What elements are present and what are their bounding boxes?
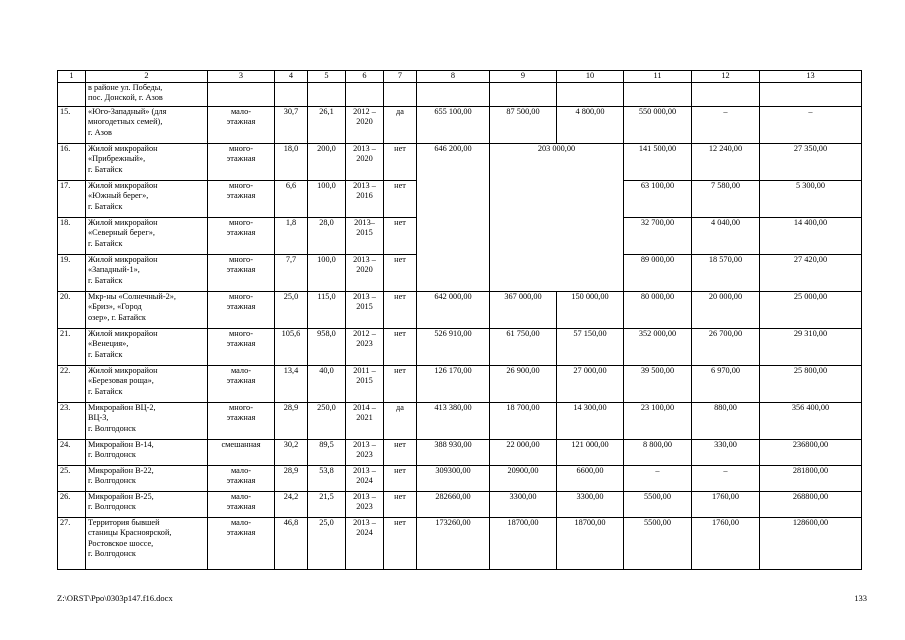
cost-col-13: 5 300,00 [760, 181, 862, 218]
header-cell: 5 [308, 71, 346, 83]
housing-value: 89,5 [308, 440, 346, 466]
row-number: 21. [58, 329, 86, 366]
housing-value: 21,5 [308, 492, 346, 518]
cost-col-8: 388 930,00 [417, 440, 490, 466]
building-type: смешанная [208, 440, 275, 466]
header-cell: 8 [417, 71, 490, 83]
area-value: 46,8 [275, 518, 308, 570]
area-value: 105,6 [275, 329, 308, 366]
area-value: 13,4 [275, 366, 308, 403]
cost-col-11: 23 100,00 [624, 403, 692, 440]
row-number: 17. [58, 181, 86, 218]
cost-col-11: 89 000,00 [624, 255, 692, 292]
flag: нет [384, 144, 417, 181]
cost-col-10: 57 150,00 [557, 329, 624, 366]
area-value: 24,2 [275, 492, 308, 518]
flag: нет [384, 329, 417, 366]
flag: нет [384, 218, 417, 255]
housing-value: 115,0 [308, 292, 346, 329]
period: 2013 – 2024 [346, 466, 384, 492]
cost-col-9: 26 900,00 [490, 366, 557, 403]
period: 2012 – 2020 [346, 107, 384, 144]
cost-col-9: 18 700,00 [490, 403, 557, 440]
cost-col-9: 3300,00 [490, 492, 557, 518]
object-name: Жилой микрорайон «Южный берег», г. Батайск [86, 181, 208, 218]
flag: нет [384, 292, 417, 329]
area-value: 30,7 [275, 107, 308, 144]
building-type: много- этажная [208, 329, 275, 366]
area-value: 28,9 [275, 403, 308, 440]
period: 2013 – 2016 [346, 181, 384, 218]
period: 2013 – 2023 [346, 492, 384, 518]
cost-col-8: 526 910,00 [417, 329, 490, 366]
cost-col-9: 20900,00 [490, 466, 557, 492]
cost-col-12: 1760,00 [692, 518, 760, 570]
cost-col-8: 309300,00 [417, 466, 490, 492]
cost-col-10: 27 000,00 [557, 366, 624, 403]
area-value: 25,0 [275, 292, 308, 329]
header-cell: 12 [692, 71, 760, 83]
row-number: 19. [58, 255, 86, 292]
cost-col-12: 18 570,00 [692, 255, 760, 292]
object-name: «Юго-Западный» (для многодетных семей), г. Азов [86, 107, 208, 144]
cost-col-11: 63 100,00 [624, 181, 692, 218]
object-name: Жилой микрорайон «Прибрежный», г. Батайск [86, 144, 208, 181]
housing-value: 28,0 [308, 218, 346, 255]
continuation-cell: в районе ул. Победы, пос. Донской, г. Азов [86, 83, 208, 107]
cost-col-9: 61 750,00 [490, 329, 557, 366]
merged-cost: 203 000,00 [490, 144, 624, 292]
table-row [58, 518, 862, 570]
table-row [58, 144, 862, 181]
cost-col-12: – [692, 466, 760, 492]
period: 2014 – 2021 [346, 403, 384, 440]
cost-col-10: 3300,00 [557, 492, 624, 518]
flag: нет [384, 440, 417, 466]
housing-value: 40,0 [308, 366, 346, 403]
flag: нет [384, 366, 417, 403]
row-number: 18. [58, 218, 86, 255]
object-name: Жилой микрорайон «Венеция», г. Батайск [86, 329, 208, 366]
object-name: Микрорайон В-14, г. Волгодонск [86, 440, 208, 466]
building-type: много- этажная [208, 218, 275, 255]
cost-col-13: 29 310,00 [760, 329, 862, 366]
header-cell: 10 [557, 71, 624, 83]
cost-col-9: 18700,00 [490, 518, 557, 570]
row-number: 27. [58, 518, 86, 570]
period: 2013 – 2020 [346, 255, 384, 292]
header-cell: 2 [86, 71, 208, 83]
data-table [57, 70, 862, 570]
housing-value: 958,0 [308, 329, 346, 366]
building-type: мало- этажная [208, 366, 275, 403]
cost-col-12: 880,00 [692, 403, 760, 440]
building-type: много- этажная [208, 255, 275, 292]
area-value: 6,6 [275, 181, 308, 218]
header-cell: 3 [208, 71, 275, 83]
row-number: 15. [58, 107, 86, 144]
cost-col-8: 282660,00 [417, 492, 490, 518]
cost-col-11: 32 700,00 [624, 218, 692, 255]
building-type: мало- этажная [208, 107, 275, 144]
cost-col-12: 330,00 [692, 440, 760, 466]
cost-col-11: – [624, 466, 692, 492]
cost-col-11: 550 000,00 [624, 107, 692, 144]
building-type: много- этажная [208, 144, 275, 181]
housing-value: 200,0 [308, 144, 346, 181]
cost-col-12: 6 970,00 [692, 366, 760, 403]
header-row [58, 71, 862, 83]
building-type: много- этажная [208, 292, 275, 329]
cost-col-10: 6600,00 [557, 466, 624, 492]
cost-col-8: 655 100,00 [417, 107, 490, 144]
table-row [58, 292, 862, 329]
cost-col-13: 25 000,00 [760, 292, 862, 329]
cost-col-8: 126 170,00 [417, 366, 490, 403]
cost-col-10: 4 800,00 [557, 107, 624, 144]
period: 2013 – 2020 [346, 144, 384, 181]
housing-value: 26,1 [308, 107, 346, 144]
object-name: Территория бывшей станицы Красноярской, Ростовское шоссе, г. Волгодонск [86, 518, 208, 570]
cost-col-11: 352 000,00 [624, 329, 692, 366]
row-number: 16. [58, 144, 86, 181]
flag: да [384, 403, 417, 440]
building-type: мало- этажная [208, 518, 275, 570]
cost-col-13: 25 800,00 [760, 366, 862, 403]
cost-col-13: 268800,00 [760, 492, 862, 518]
cost-col-13: 356 400,00 [760, 403, 862, 440]
building-type: много- этажная [208, 403, 275, 440]
header-cell: 6 [346, 71, 384, 83]
table-row [58, 440, 862, 466]
housing-value: 100,0 [308, 181, 346, 218]
cost-col-13: 281800,00 [760, 466, 862, 492]
cost-col-11: 39 500,00 [624, 366, 692, 403]
cost-col-9: 87 500,00 [490, 107, 557, 144]
period: 2013 – 2023 [346, 440, 384, 466]
header-cell: 1 [58, 71, 86, 83]
cost-col-10: 14 300,00 [557, 403, 624, 440]
cost-col-9: 367 000,00 [490, 292, 557, 329]
period: 2013 – 2024 [346, 518, 384, 570]
housing-value: 25,0 [308, 518, 346, 570]
cost-col-11: 5500,00 [624, 518, 692, 570]
cost-col-13: – [760, 107, 862, 144]
period: 2011 – 2015 [346, 366, 384, 403]
area-value: 28,9 [275, 466, 308, 492]
flag: нет [384, 181, 417, 218]
period: 2013 – 2015 [346, 292, 384, 329]
housing-value: 250,0 [308, 403, 346, 440]
object-name: Жилой микрорайон «Березовая роща», г. Батайск [86, 366, 208, 403]
table-row [58, 466, 862, 492]
header-cell: 11 [624, 71, 692, 83]
period: 2013– 2015 [346, 218, 384, 255]
object-name: Жилой микрорайон «Западный-1», г. Батайск [86, 255, 208, 292]
building-type: много- этажная [208, 181, 275, 218]
cost-col-10: 150 000,00 [557, 292, 624, 329]
cost-col-10: 121 000,00 [557, 440, 624, 466]
object-name: Мкр-ны «Солнечный-2», «Бриз», «Город озер», г. Батайск [86, 292, 208, 329]
row-number: 24. [58, 440, 86, 466]
cost-col-13: 128600,00 [760, 518, 862, 570]
table-row [58, 366, 862, 403]
cost-col-13: 27 420,00 [760, 255, 862, 292]
table-row [58, 492, 862, 518]
cost-col-12: – [692, 107, 760, 144]
object-name: Микрорайон В-25, г. Волгодонск [86, 492, 208, 518]
table-row [58, 107, 862, 144]
flag: да [384, 107, 417, 144]
cost-col-11: 8 800,00 [624, 440, 692, 466]
total-cost: 646 200,00 [417, 144, 490, 292]
cost-col-13: 14 400,00 [760, 218, 862, 255]
area-value: 1,8 [275, 218, 308, 255]
flag: нет [384, 255, 417, 292]
period: 2012 – 2023 [346, 329, 384, 366]
cost-col-10: 18700,00 [557, 518, 624, 570]
building-type: мало- этажная [208, 466, 275, 492]
header-cell: 7 [384, 71, 417, 83]
cost-col-13: 27 350,00 [760, 144, 862, 181]
page-number: 133 [854, 593, 867, 603]
continuation-row [58, 83, 862, 107]
object-name: Микрорайон ВЦ-2, ВЦ-3, г. Волгодонск [86, 403, 208, 440]
header-cell: 13 [760, 71, 862, 83]
cost-col-11: 80 000,00 [624, 292, 692, 329]
area-value: 30,2 [275, 440, 308, 466]
flag: нет [384, 466, 417, 492]
cost-col-8: 413 380,00 [417, 403, 490, 440]
cost-col-11: 141 500,00 [624, 144, 692, 181]
cost-col-9: 22 000,00 [490, 440, 557, 466]
housing-value: 53,8 [308, 466, 346, 492]
cost-col-11: 5500,00 [624, 492, 692, 518]
row-number: 26. [58, 492, 86, 518]
row-number: 20. [58, 292, 86, 329]
cost-col-12: 26 700,00 [692, 329, 760, 366]
table-row [58, 403, 862, 440]
table-row [58, 329, 862, 366]
file-path: Z:\ORST\Ppo\0303p147.f16.docx [57, 593, 173, 603]
cost-col-12: 7 580,00 [692, 181, 760, 218]
row-number: 25. [58, 466, 86, 492]
object-name: Жилой микрорайон «Северный берег», г. Батайск [86, 218, 208, 255]
flag: нет [384, 492, 417, 518]
cost-col-8: 642 000,00 [417, 292, 490, 329]
housing-value: 100,0 [308, 255, 346, 292]
flag: нет [384, 518, 417, 570]
cost-col-12: 1760,00 [692, 492, 760, 518]
header-cell: 9 [490, 71, 557, 83]
area-value: 18,0 [275, 144, 308, 181]
object-name: Микрорайон В-22, г. Волгодонск [86, 466, 208, 492]
cost-col-12: 4 040,00 [692, 218, 760, 255]
building-type: мало- этажная [208, 492, 275, 518]
row-number: 22. [58, 366, 86, 403]
cost-col-12: 12 240,00 [692, 144, 760, 181]
area-value: 7,7 [275, 255, 308, 292]
header-cell: 4 [275, 71, 308, 83]
row-number: 23. [58, 403, 86, 440]
cost-col-12: 20 000,00 [692, 292, 760, 329]
cost-col-8: 173260,00 [417, 518, 490, 570]
cost-col-13: 236800,00 [760, 440, 862, 466]
